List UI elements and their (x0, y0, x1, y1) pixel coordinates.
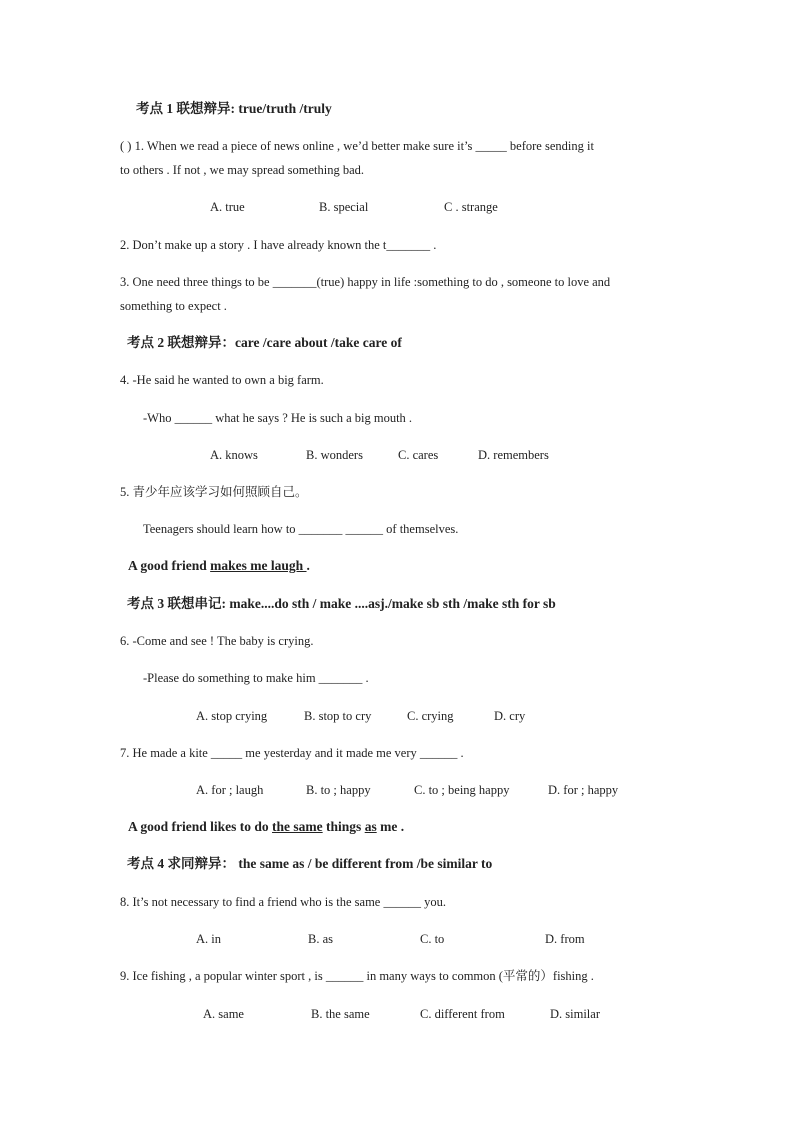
question-9-option-a: A. same (203, 1007, 244, 1021)
question-7-option-a: A. for ; laugh (196, 783, 264, 797)
section-4-heading: 考点 4 求同辩异： the same as / be different from /be similar to (127, 856, 493, 871)
question-9-option-c: C. different from (420, 1007, 505, 1021)
example-sentence-2 (128, 819, 404, 835)
section-1-heading: 考点 1 联想辩异: true/truth /truly (136, 101, 332, 116)
section-2-heading: 考点 2 联想辩异：care /care about /take care of (127, 335, 402, 350)
example-sentence-1-post: . (306, 558, 310, 573)
question-6-line-2: -Please do something to make him _______ . (143, 671, 369, 685)
question-1-option-b: B. special (319, 200, 369, 214)
question-3-line-2: something to expect . (120, 299, 227, 313)
question-8-option-c: C. to (420, 932, 445, 946)
question-8-line-1: 8. It’s not necessary to find a friend who is the same ______ you. (120, 895, 446, 909)
example-sentence-2-part-2: things (322, 819, 365, 834)
question-9-line-1: 9. Ice fishing , a popular winter sport , is ______ in many ways to common (平常的）fishing . (120, 969, 594, 983)
question-1-option-c: C . strange (444, 200, 498, 214)
question-4-option-a: A. knows (210, 448, 258, 462)
example-sentence-2-underlined-1: the same (272, 819, 323, 834)
question-2: 2. Don’t make up a story . I have already known the t_______ . (120, 238, 437, 252)
question-1-option-a: A. true (210, 200, 245, 214)
example-sentence-2-part-3: me . (376, 819, 405, 834)
section-3-heading: 考点 3 联想串记: make....do sth / make ....asj./make sb sth /make sth for sb (127, 596, 556, 611)
question-6-option-d: D. cry (494, 709, 526, 723)
question-4-option-b: B. wonders (306, 448, 363, 462)
question-3-line-1: 3. One need three things to be _______(true) happy in life :something to do , someone to love and (120, 275, 611, 289)
question-7-option-d: D. for ; happy (548, 783, 619, 797)
question-7-option-c: C. to ; being happy (414, 783, 510, 797)
example-sentence-1-underlined: makes me laugh (210, 558, 307, 573)
example-sentence-1-pre: A good friend (128, 558, 211, 573)
question-4-option-d: D. remembers (478, 448, 549, 462)
question-8-option-d: D. from (545, 932, 585, 946)
example-sentence-2-underlined-2: as (364, 819, 377, 834)
question-9-option-d: D. similar (550, 1007, 600, 1021)
question-6-option-b: B. stop to cry (304, 709, 372, 723)
question-8-option-a: A. in (196, 932, 221, 946)
question-5-line-2: Teenagers should learn how to _______ ______ of themselves. (143, 522, 459, 536)
example-sentence-2-part-1: A good friend likes to do (128, 819, 273, 834)
question-7-option-b: B. to ; happy (306, 783, 371, 797)
question-9-option-b: B. the same (311, 1007, 370, 1021)
example-sentence-1 (128, 558, 310, 574)
question-4-line-1: 4. -He said he wanted to own a big farm. (120, 373, 324, 387)
question-4-option-c: C. cares (398, 448, 439, 462)
question-1-line-1: ( ) 1. When we read a piece of news online , we’d better make sure it’s _____ before sending it (120, 139, 594, 153)
question-5-line-1: 5. 青少年应该学习如何照顾自己。 (120, 485, 308, 499)
question-8-option-b: B. as (308, 932, 333, 946)
question-6-line-1: 6. -Come and see ! The baby is crying. (120, 634, 314, 648)
question-6-option-c: C. crying (407, 709, 454, 723)
question-1-line-2: to others . If not , we may spread something bad. (120, 163, 365, 177)
question-7-line-1: 7. He made a kite _____ me yesterday and it made me very ______ . (120, 746, 464, 760)
question-6-option-a: A. stop crying (196, 709, 268, 723)
question-4-line-2: -Who ______ what he says ? He is such a big mouth . (143, 411, 413, 425)
